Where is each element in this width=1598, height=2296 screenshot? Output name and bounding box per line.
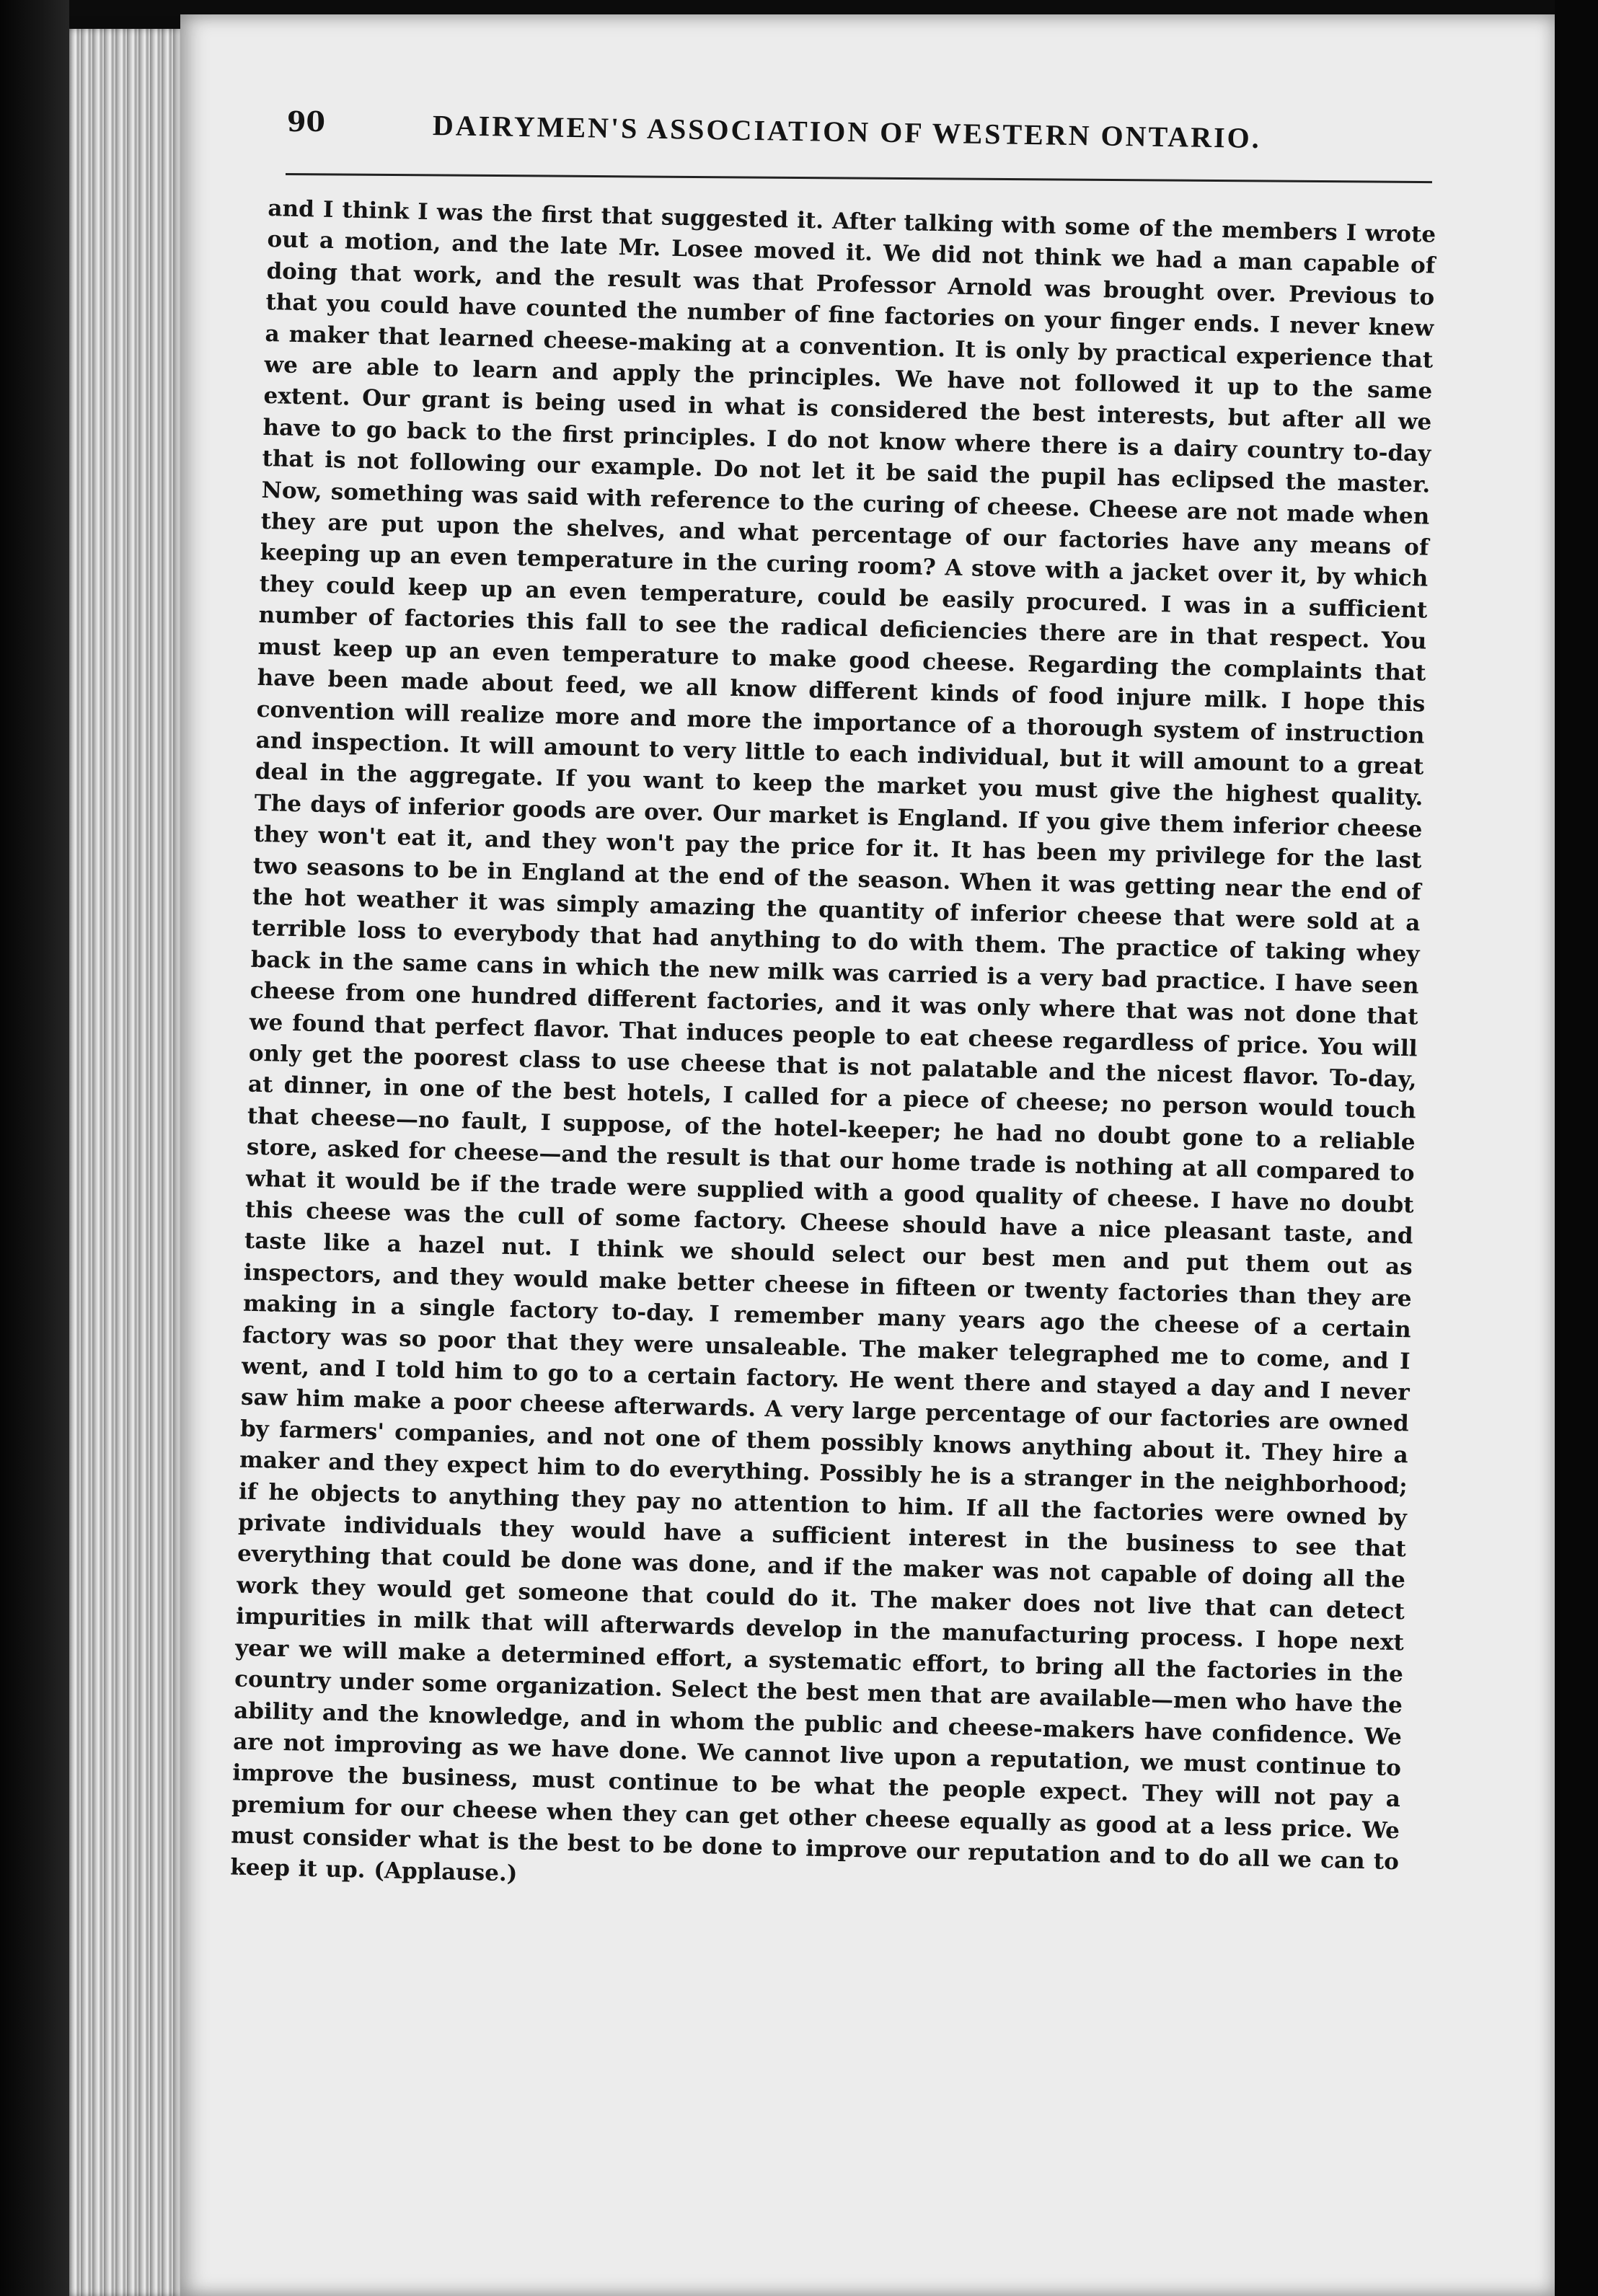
body-paragraph: and I think I was the first that suggested it. After talking with some of the members I wrote out a motion, and the late Mr. Losee moved it. We did not think we had a man capable of doing that work, and the result was that Professor Arnold was brought over. Previous to that you could have counted the number of fine factories on your finger ends. I never knew a maker that learned cheese-making at a convention. It is only by practical experience that we are able to learn and apply the principles. We have not followed it up to the same extent. Our grant is being used in what is considered the best interests, but after all we have to go back to the first principles. I do not know where there is a dairy country to-day that is not following our example. Do not let it be said the pupil has eclipsed the master. Now, something was said with reference to the curing of cheese. Cheese are not made when they are put upon the shelves, and what percentage of our factories have any means of keeping up an even temperature in the curing room? A stove with a jacket over it, by which they could keep up an even temperature, could be easily procured. I was in a sufficient number of factories this fall to see the radical deficiencies there are in that respect. You must keep up an even temperature to make good cheese. Regarding the complaints that have been made about feed, we all know different kinds of food injure milk. I hope this convention will realize more and more the importance of a thorough system of instruction and inspection. It will amount to very little to each individual, but it will amount to a great deal in the aggregate. If you want to keep the market you must give the highest quality. The days of inferior goods are over. Our market is England. If you give them inferior cheese they won't eat it, and they won't pay the price for it. It has been my privilege for the last two seasons to be in England at the end of the season. When it was getting near the end of the hot weather it was simply amazing the quantity of inferior cheese that were sold at a terrible loss to everybody that had anything to do with them. The practice of taking whey back in the same cans in which the new milk was carried is a very bad practice. I have seen cheese from one hundred different factories, and it was only where that was not done that we found that perfect flavor. That induces people to eat cheese regardless of price. You will only get the poorest class to use cheese that is not palatable and the nicest flavor. To-day, at dinner, in one of the best hotels, I called for a piece of cheese; no person would touch that cheese—no fault, I suppose, of the hotel-keeper; he had no doubt gone to a reliable store, asked for cheese—and the result is that our home trade is nothing at all compared to what it would be if the trade were supplied with a good quality of cheese. I have no doubt this cheese was the cull of some factory. Cheese should have a nice pleasant taste, and taste like a hazel nut. I think we should select our best men and put them out as inspectors, and they would make better cheese in fifteen or twenty factories than they are making in a single factory to-day. I remember many years ago the cheese of a certain factory was so poor that they were unsaleable. The maker telegraphed me to come, and I went, and I told him to go to a certain factory. He went there and stayed a day and I never saw him make a poor cheese afterwards. A very large percentage of our factories are owned by farmers' companies, and not one of them possibly knows anything about it. They hire a maker and they expect him to do everything. Possibly he is a stranger in the neighborhood; if he objects to anything they pay no attention to him. If all the factories were owned by private individuals they would have a sufficient interest in the business to see that everything that could be done was done, and if the maker was not capable of doing all the work they would get someone that could do it. The maker does not live that can detect impurities in milk that will afterwards develop in the manufacturing process. I hope next year we will make a determined effort, a systematic effort, to bring all the factories in the country under some organization. Select the best men that are available—men who have the ability and the knowledge, and in whom the public and cheese-makers have confidence. We are not improving as we have done. We cannot live upon a reputation, we must continue to improve the business, must continue to be what the people expect. They will not pay a premium for our cheese when they can get other cheese equally as good at a less price. We must consider what is the best to be done to improve our reputation and to do all we can to keep it up. (Applause.) (229, 195, 1436, 1886)
scan-top-border (69, 0, 1555, 16)
page-number: 90 (287, 105, 325, 138)
book-page-edges (69, 29, 185, 2296)
scan-left-border (0, 0, 69, 2296)
scan-right-border (1555, 0, 1598, 2296)
running-header: DAIRYMEN'S ASSOCIATION OF WESTERN ONTARIO. (432, 109, 1262, 155)
